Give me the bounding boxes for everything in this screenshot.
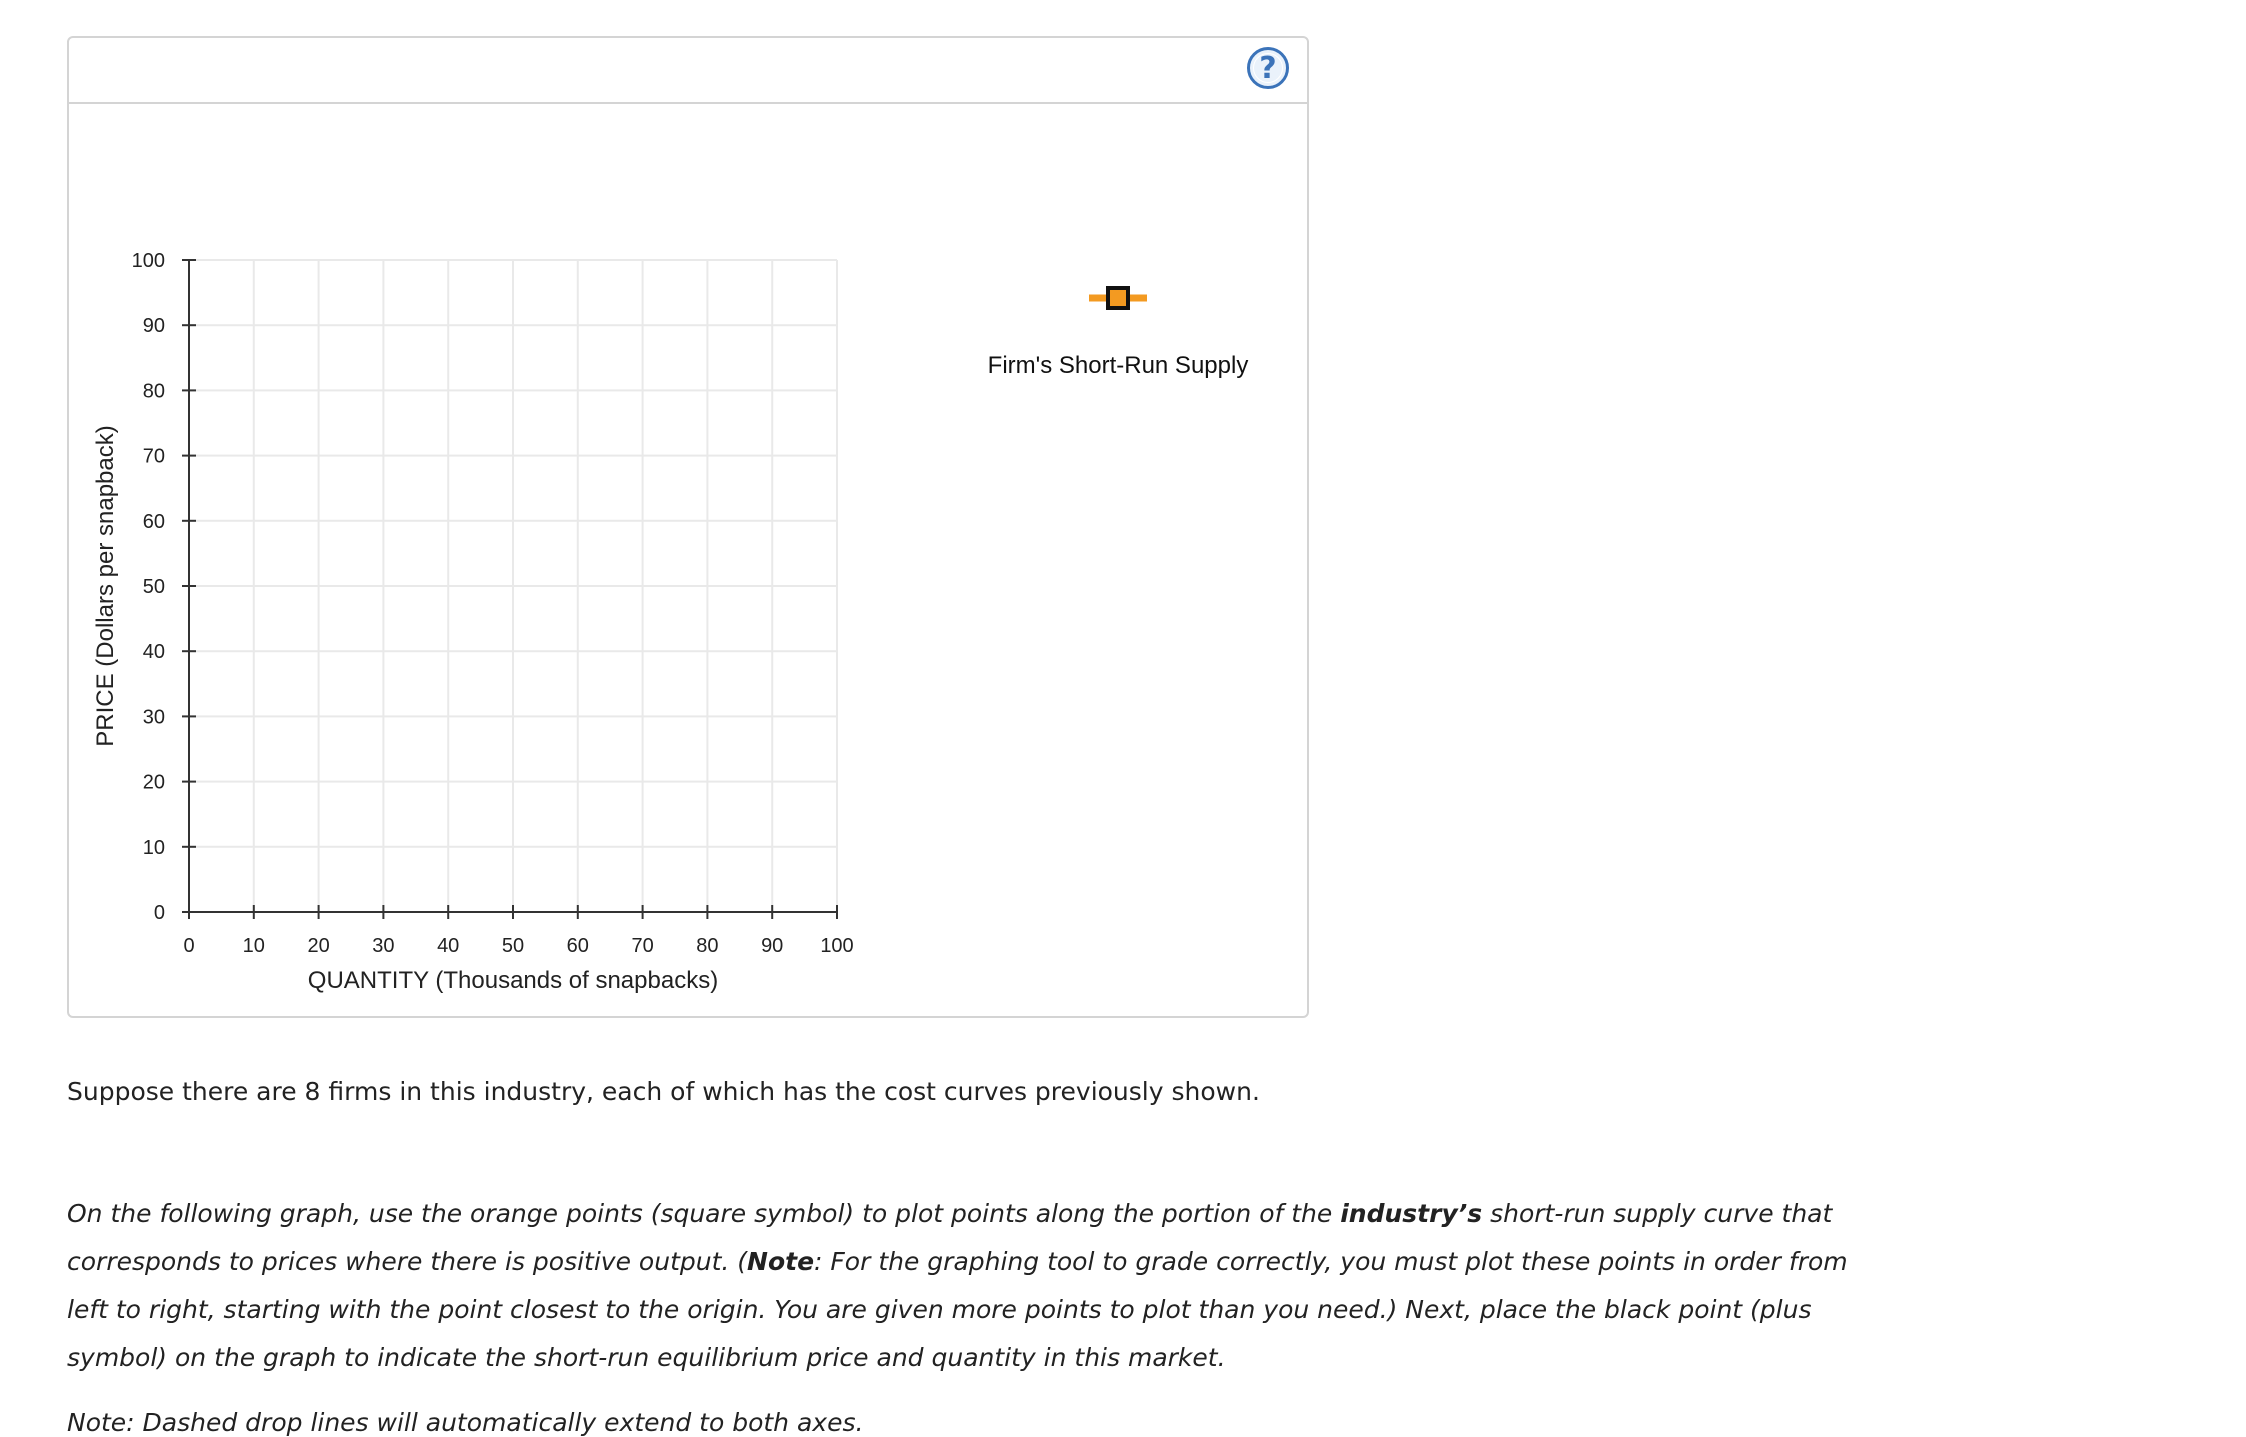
x-tick-label: 40 xyxy=(437,935,460,957)
x-tick-label: 100 xyxy=(820,935,854,957)
axes xyxy=(182,260,837,919)
graph-canvas[interactable] xyxy=(69,104,1307,1018)
task-paragraph xyxy=(67,1190,1887,1382)
y-tick-label: 50 xyxy=(142,576,165,598)
task-text-1: On the following graph, use the orange points (square symbol) to plot points along the portion of the xyxy=(67,1199,1341,1228)
task-bold-note: Note xyxy=(747,1247,815,1276)
y-axis-title: PRICE (Dollars per snapback) xyxy=(92,425,119,747)
intro-text: Suppose there are 8 firms in this industry, each of which has the cost curves previously shown. xyxy=(67,1077,1260,1106)
x-axis-title: QUANTITY (Thousands of snapbacks) xyxy=(307,967,719,994)
help-button[interactable]: ? xyxy=(1247,47,1289,89)
task-bold-industry: industry’s xyxy=(1340,1199,1483,1228)
tick-labels xyxy=(132,250,854,957)
task-text-2: short-run supply curve that corresponds to prices where there is positive output. ( xyxy=(67,1199,1833,1276)
x-tick-label: 10 xyxy=(242,935,265,957)
y-tick-label: 100 xyxy=(131,250,165,272)
palette-label: Firm's Short-Run Supply xyxy=(987,352,1249,379)
x-tick-label: 50 xyxy=(501,935,525,957)
x-tick-label: 0 xyxy=(183,935,195,957)
x-tick-label: 80 xyxy=(696,935,719,957)
x-tick-label: 20 xyxy=(307,935,330,957)
y-tick-label: 80 xyxy=(142,380,165,403)
task-text-3: : For the graphing tool to grade correctly, you must plot these points in order from left to right, starting with the point closest to the origin. You are given more points to plot than you need.) Next, place the black point (plus symbol) on the graph to indicate the short-run equilibrium price and quantity in this market. xyxy=(67,1247,1848,1372)
next-paragraph-fragment: Note: Dashed drop lines will automatically extend to both axes. xyxy=(67,1408,864,1437)
intro-paragraph xyxy=(67,1074,1887,1110)
x-tick-label: 70 xyxy=(631,935,654,957)
orange-square-icon[interactable] xyxy=(1108,288,1128,308)
y-tick-label: 0 xyxy=(153,902,165,924)
firm-supply-palette-tool[interactable] xyxy=(1089,288,1147,308)
y-tick-label: 60 xyxy=(142,510,165,533)
x-tick-label: 30 xyxy=(372,935,395,957)
y-tick-label: 90 xyxy=(142,315,165,338)
y-tick-label: 20 xyxy=(142,771,165,794)
grid xyxy=(189,260,837,912)
x-tick-label: 90 xyxy=(761,935,784,957)
y-tick-label: 70 xyxy=(142,445,165,468)
graph-panel xyxy=(67,36,1309,1018)
y-tick-label: 10 xyxy=(142,836,165,859)
y-tick-label: 40 xyxy=(142,641,165,664)
y-tick-label: 30 xyxy=(142,706,165,729)
x-tick-label: 60 xyxy=(566,935,589,957)
graph-toolbar xyxy=(69,38,1307,104)
